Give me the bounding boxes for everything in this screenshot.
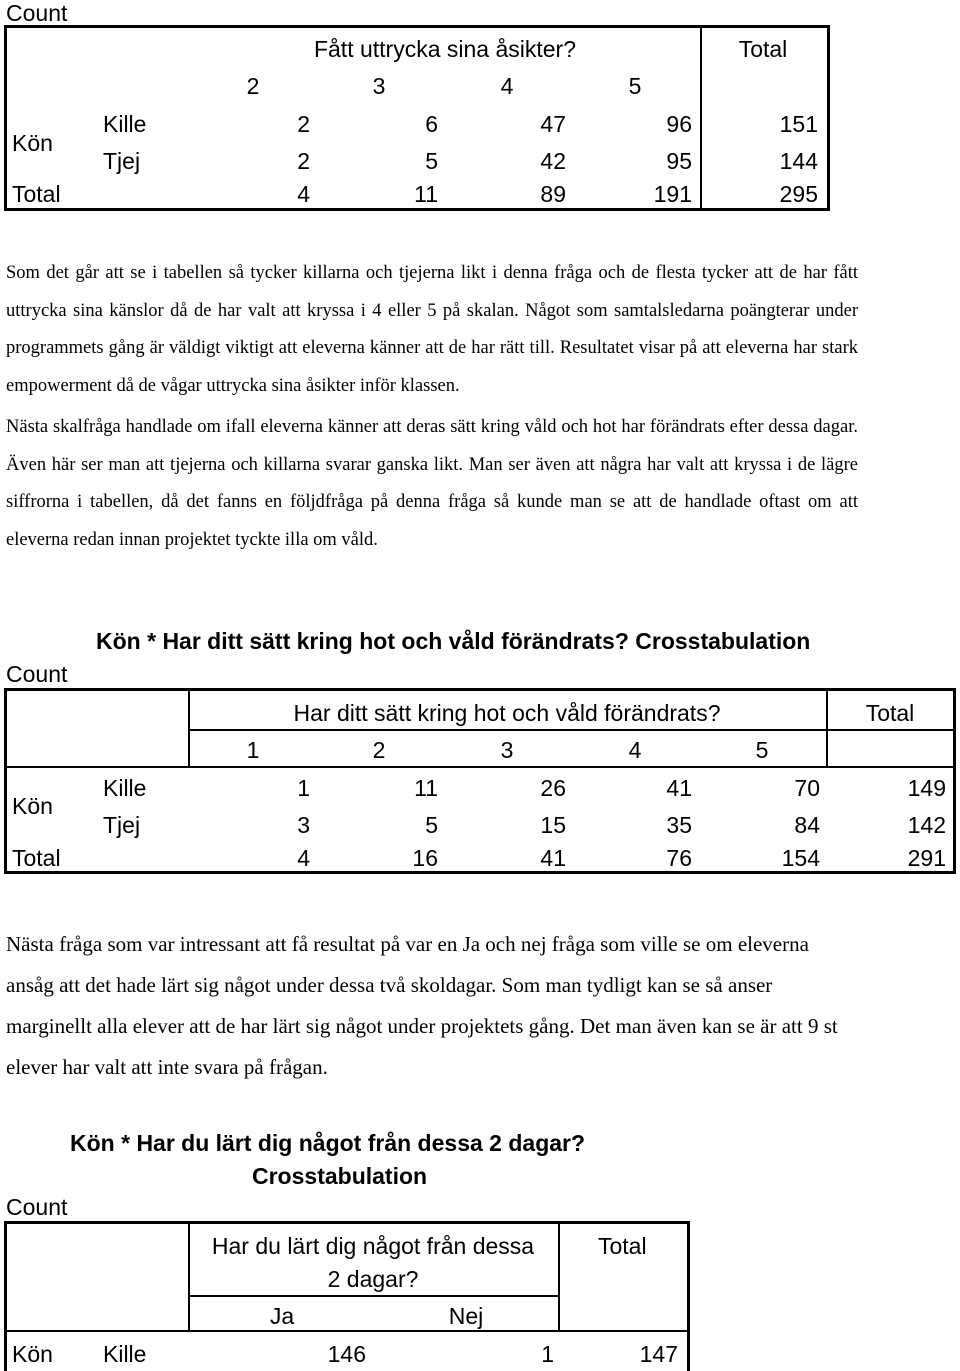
table3-top-border <box>4 1221 690 1224</box>
table3-divider <box>188 1295 558 1297</box>
table3-cell: 1 <box>541 1341 554 1367</box>
table3-col-header: Nej <box>448 1303 484 1329</box>
table1-col-header: 5 <box>628 73 642 99</box>
table1-count-label: Count <box>6 0 68 26</box>
table3-row-label: Kille <box>103 1341 147 1367</box>
table2-cell: 4 <box>297 845 310 871</box>
table3-cell: 146 <box>327 1341 366 1367</box>
table1-cell: 89 <box>540 181 566 207</box>
table2-cell-total: 149 <box>907 775 946 801</box>
body-text-1 <box>6 255 858 559</box>
table2-cell: 41 <box>540 845 566 871</box>
table1-question: Fått uttrycka sina åsikter? <box>313 36 577 62</box>
table1-cell: 2 <box>297 148 310 174</box>
table1-cell: 5 <box>425 148 438 174</box>
table3-right-border <box>687 1221 690 1371</box>
table2-col-header: 1 <box>246 737 260 763</box>
table1-cell-total: 151 <box>779 111 818 137</box>
table2-question: Har ditt sätt kring hot och våld förändrats? <box>293 700 721 726</box>
table1-total-header: Total <box>738 36 788 62</box>
table1-row-label: Kille <box>103 111 147 137</box>
table2-cell: 41 <box>666 775 692 801</box>
table2-cell: 70 <box>794 775 820 801</box>
table2-cell: 5 <box>425 812 438 838</box>
table2-cell: 35 <box>666 812 692 838</box>
table1-col-header: 4 <box>500 73 514 99</box>
table1-row-label: Tjej <box>103 148 141 174</box>
table2-divider <box>4 766 956 768</box>
table2-cell: 154 <box>781 845 820 871</box>
table3-row-group: Kön <box>12 1341 53 1367</box>
table2-total-header: Total <box>865 700 915 726</box>
table1-col-header: 2 <box>246 73 260 99</box>
table3-count-label: Count <box>6 1194 68 1220</box>
table3-question: Har du lärt dig något från dessa <box>211 1233 535 1259</box>
table2-title: Kön * Har ditt sätt kring hot och våld förändrats? Crosstabulation <box>96 628 811 654</box>
body-text-2 <box>6 924 856 1088</box>
table2-cell: 16 <box>412 845 438 871</box>
table2-divider <box>188 729 956 731</box>
table1-cell: 6 <box>425 111 438 137</box>
table1-cell: 42 <box>540 148 566 174</box>
table1-cell: 2 <box>297 111 310 137</box>
table3-title-line2: Crosstabulation <box>252 1163 428 1189</box>
table3-col-header: Ja <box>269 1303 295 1329</box>
table1-cell: 95 <box>666 148 692 174</box>
table2-cell: 1 <box>297 775 310 801</box>
table1-col-header: 3 <box>372 73 386 99</box>
table3-divider <box>4 1330 690 1332</box>
table2-row-label: Tjej <box>103 812 141 838</box>
table2-cell: 26 <box>540 775 566 801</box>
table2-col-header: 3 <box>500 737 514 763</box>
table2-cell: 76 <box>666 845 692 871</box>
table1-cell: 47 <box>540 111 566 137</box>
table1-cell: 4 <box>297 181 310 207</box>
table3-question-line2: 2 dagar? <box>327 1266 419 1292</box>
table3-title: Kön * Har du lärt dig något från dessa 2 dagar? <box>70 1130 586 1156</box>
table2-row-group: Kön <box>12 793 53 819</box>
table1-cell: 96 <box>666 111 692 137</box>
table2-cell-total: 291 <box>907 845 946 871</box>
table2-total-row-label: Total <box>12 845 61 871</box>
table2-cell-total: 142 <box>907 812 946 838</box>
paragraph: Som det går att se i tabellen så tycker killarna och tjejerna likt i denna fråga och de flesta tycker att de har fått uttrycka sina känslor då de har valt att kryssa i 4 eller 5 på skalan. Något som samtalsledarna poängterar under programmets gång är väldigt viktigt att eleverna känner att de har rätt till. Resultatet visar på att eleverna har stark empowerment då de vågar uttrycka sina åsikter inför klassen. <box>6 263 858 396</box>
table3-divider <box>558 1221 560 1331</box>
table1-row-group: Kön <box>12 130 53 156</box>
table2-row-label: Kille <box>103 775 147 801</box>
paragraph: Nästa fråga som var intressant att få resultat på var en Ja och nej fråga som ville se om eleverna ansåg att det hade lärt sig något under dessa två skoldagar. Som man tydligt kan se så anser marginellt alla elever att de har lärt sig något under projektets gång. Det man även kan se är att 9 st elever har valt att inte svara på frågan. <box>6 932 838 1079</box>
table2-count-label: Count <box>6 661 68 687</box>
table2-cell: 3 <box>297 812 310 838</box>
table1-cell-total: 295 <box>779 181 818 207</box>
table2-cell: 11 <box>414 775 438 801</box>
table1-total-row-label: Total <box>12 181 61 207</box>
table3-total-header: Total <box>598 1233 647 1259</box>
table2-cell: 15 <box>540 812 566 838</box>
table1-cell: 191 <box>653 181 692 207</box>
table1-cell: 11 <box>414 181 438 207</box>
table3-left-border <box>4 1221 7 1371</box>
table2-col-header: 4 <box>628 737 642 763</box>
table2-cell: 84 <box>794 812 820 838</box>
paragraph: Nästa skalfråga handlade om ifall eleverna känner att deras sätt kring våld och hot har förändrats efter dessa dagar. Även här ser man att tjejerna och killarna svarar ganska likt. Man ser även att några har valt att kryssa i de lägre siffrorna i tabellen, då det fanns en följdfråga på denna fråga så kunde man se att de handlade oftast om att eleverna redan innan projektet tyckte illa om våld. <box>6 417 858 550</box>
table2-col-header: 5 <box>755 737 769 763</box>
table1-cell-total: 144 <box>779 148 818 174</box>
table2-col-header: 2 <box>372 737 386 763</box>
table3-cell-total: 147 <box>639 1341 678 1367</box>
